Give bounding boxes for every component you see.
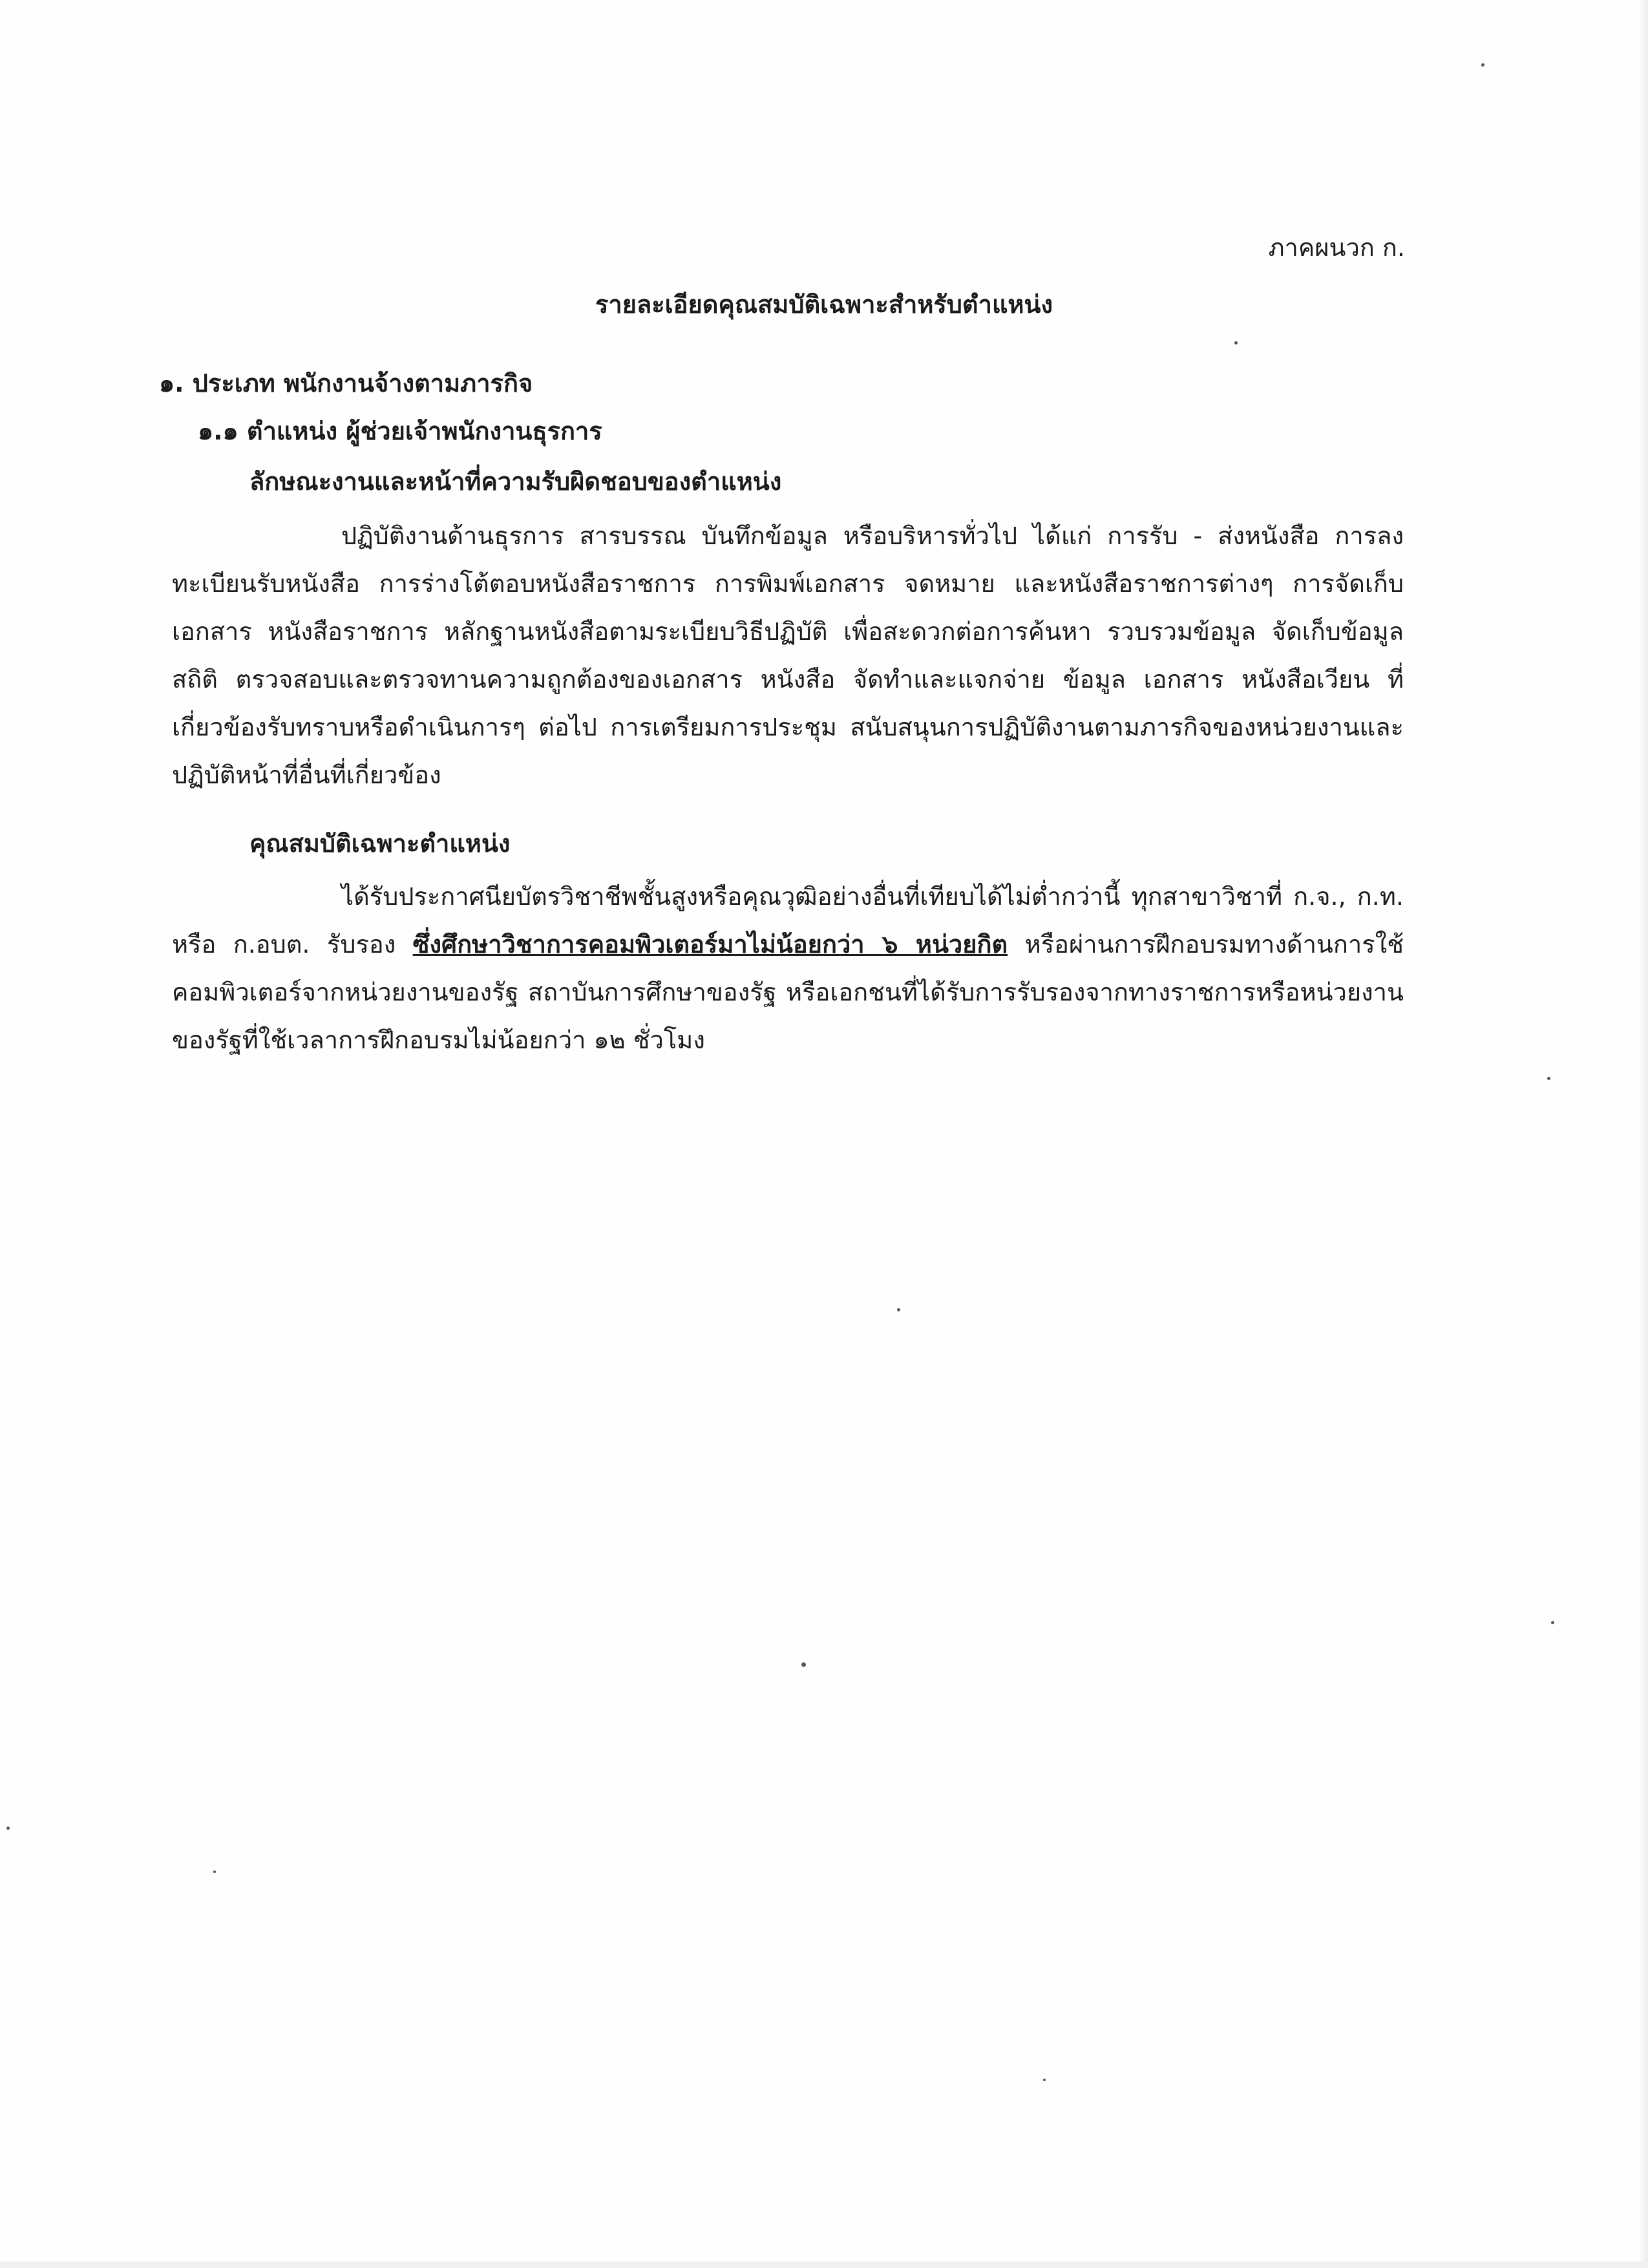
scan-speck (1547, 1077, 1550, 1080)
scan-speck (1551, 1621, 1554, 1624)
qualifications-text-end: หรือผ่านการฝึกอบรมทางด้านการใช้คอมพิวเตอร์จากหน่วยงานของรัฐ สถาบันการศึกษาของรัฐ หรือเอกชนที่ได้รับการรับรองจากทางราชการหรือหน่วยงานของรัฐที่ใช้เวลาการฝึกอบรมไม่น้อยกว่า ๑๒ ชั่วโมง (172, 930, 1404, 1054)
qualifications-paragraph (172, 873, 1404, 1064)
scan-speck (6, 1827, 10, 1830)
scan-speck (1043, 2079, 1046, 2081)
scan-speck (897, 1308, 900, 1311)
qualifications-emphasis: ซึ่งศึกษาวิชาการคอมพิวเตอร์มาไม่น้อยกว่า ๖ หน่วยกิต (412, 930, 1008, 959)
section-1-1-heading: ๑.๑ ตำแหน่ง ผู้ช่วยเจ้าพนักงานธุรการ (198, 417, 602, 445)
duties-paragraph: ปฏิบัติงานด้านธุรการ สารบรรณ บันทึกข้อมูล หรือบริหารทั่วไป ได้แก่ การรับ - ส่งหนังสือ การลงทะเบียนรับหนังสือ การร่างโต้ตอบหนังสือราชการ การพิมพ์เอกสาร จดหมาย และหนังสือราชการต่างๆ การจัดเก็บเอกสาร หนังสือราชการ หลักฐานหนังสือตามระเบียบวิธีปฏิบัติ เพื่อสะดวกต่อการค้นหา รวบรวมข้อมูล จัดเก็บข้อมูลสถิติ ตรวจสอบและตรวจทานความถูกต้องของเอกสาร หนังสือ จัดทำและแจกจ่าย ข้อมูล เอกสาร หนังสือเวียน ที่เกี่ยวข้องรับทราบหรือดำเนินการๆ ต่อไป การเตรียมการประชุม สนับสนุนการปฏิบัติงานตามภารกิจของหน่วยงานและปฏิบัติหน้าที่อื่นที่เกี่ยวข้อง (172, 522, 1404, 789)
scan-speck (1481, 63, 1484, 67)
scan-speck (1234, 341, 1238, 344)
scan-speck (213, 1871, 216, 1873)
scan-edge-right (1639, 0, 1648, 2268)
qualifications-heading: คุณสมบัติเฉพาะตำแหน่ง (249, 829, 511, 858)
duties-heading: ลักษณะงานและหน้าที่ความรับผิดชอบของตำแหน่ง (249, 467, 782, 496)
scan-speck (801, 1662, 806, 1667)
annex-label: ภาคผนวก ก. (1268, 233, 1405, 262)
section-1-heading: ๑. ประเภท พนักงานจ้างตามภารกิจ (159, 369, 533, 397)
document-title: รายละเอียดคุณสมบัติเฉพาะสำหรับตำแหน่ง (595, 290, 1053, 319)
qualifications-text-start: ได้รับประกาศนียบัตรวิชาชีพชั้นสูงหรือคุณวุฒิอย่างอื่นที่เทียบได้ไม่ต่ำกว่านี้ ทุกสาขาวิชาที่ ก.จ., ก.ท. หรือ ก.อบต. รับรอง (172, 882, 1404, 959)
scan-edge-bottom (0, 2262, 1648, 2268)
